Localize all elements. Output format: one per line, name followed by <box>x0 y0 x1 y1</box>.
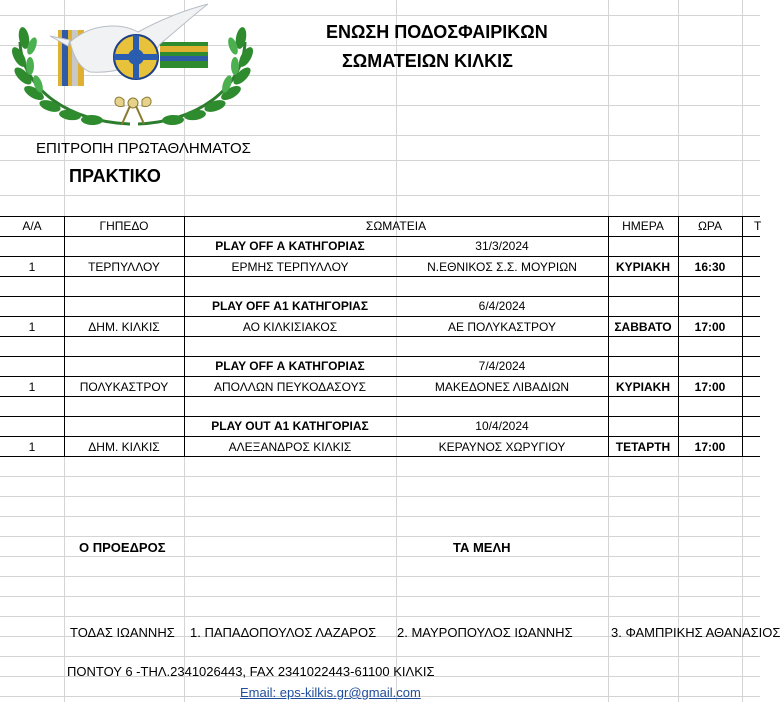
match-stadium: ΔΗΜ. ΚΙΛΚΙΣ <box>88 440 160 454</box>
contact-address: ΠΟΝΤΟΥ 6 -ΤΗΛ.2341026443, FAX 2341022443-61100 ΚΙΛΚΙΣ <box>67 664 435 679</box>
match-day: ΣΑΒΒΑΤΟ <box>614 320 672 334</box>
table-row-border <box>0 316 760 317</box>
grid-row-line <box>0 596 760 597</box>
table-column-border <box>678 216 679 456</box>
grid-row-line <box>0 576 760 577</box>
match-home-team: ΑΛΕΞΑΝΔΡΟΣ ΚΙΛΚΙΣ <box>228 440 352 454</box>
match-stadium: ΠΟΛΥΚΑΣΤΡΟΥ <box>79 380 169 394</box>
federation-logo <box>10 2 255 130</box>
match-home-team: ΑΠΟΛΛΩΝ ΠΕΥΚΟΔΑΣΟΥΣ <box>214 380 366 394</box>
match-time: 17:00 <box>694 440 726 454</box>
grid-row-line <box>0 556 760 557</box>
match-away-team: ΚΕΡΑΥΝΟΣ ΧΩΡΥΓΙΟΥ <box>438 440 566 454</box>
category-label: PLAY OFF Α ΚΑΤΗΓΟΡΙΑΣ <box>215 359 365 373</box>
category-date: 6/4/2024 <box>478 299 526 313</box>
member-name-2: 2. ΜΑΥΡΟΠΟΥΛΟΣ ΙΩΑΝΝΗΣ <box>397 625 573 640</box>
match-time: 16:30 <box>694 260 726 274</box>
grid-row-line <box>0 536 760 537</box>
column-header-stadium: ΓΗΠΕΔΟ <box>99 219 149 233</box>
members-label: ΤΑ ΜΕΛΗ <box>453 540 511 555</box>
category-date: 10/4/2024 <box>475 419 529 433</box>
grid-row-line <box>0 656 760 657</box>
member-name-3: 3. ΦΑΜΠΡΙΚΗΣ ΑΘΑΝΑΣΙΟΣ <box>611 625 780 640</box>
email-link[interactable]: Email: eps-kilkis.gr@gmail.com <box>240 685 421 700</box>
match-aa: 1 <box>28 440 36 454</box>
column-header-time: ΩΡΑ <box>697 219 723 233</box>
match-day: ΚΥΡΙΑΚΗ <box>615 260 670 274</box>
match-aa: 1 <box>28 380 36 394</box>
table-column-border <box>742 216 743 456</box>
table-row-border <box>0 296 760 297</box>
match-time: 17:00 <box>694 380 726 394</box>
column-header-teams: ΣΩΜΑΤΕΙΑ <box>365 219 427 233</box>
grid-row-line <box>0 496 760 497</box>
category-label: PLAY OFF Α ΚΑΤΗΓΟΡΙΑΣ <box>215 239 365 253</box>
match-away-team: ΜΑΚΕΔΟΝΕΣ ΛΙΒΑΔΙΩΝ <box>434 380 570 394</box>
grid-row-line <box>0 476 760 477</box>
table-row-border <box>0 356 760 357</box>
table-row-border <box>0 236 760 237</box>
document-title: ΠΡΑΚΤΙΚΟ <box>69 166 161 186</box>
table-row-border <box>0 276 760 277</box>
grid-row-line <box>0 195 760 196</box>
column-header-day: ΗΜΕΡΑ <box>622 219 664 233</box>
column-header-extra: Τ <box>754 219 762 233</box>
match-stadium: ΔΗΜ. ΚΙΛΚΙΣ <box>88 320 160 334</box>
match-away-team: ΑΕ ΠΟΛΥΚΑΣΤΡΟΥ <box>448 320 556 334</box>
member-name-1: 1. ΠΑΠΑΔΟΠΟΥΛΟΣ ΛΑΖΑΡΟΣ <box>190 625 377 640</box>
grid-row-line <box>0 616 760 617</box>
grid-row-line <box>0 160 760 161</box>
match-aa: 1 <box>28 260 36 274</box>
org-title-line2: ΣΩΜΑΤΕΙΩΝ ΚΙΛΚΙΣ <box>342 51 513 71</box>
football-icon <box>114 35 158 79</box>
category-label: PLAY OFF Α1 ΚΑΤΗΓΟΡΙΑΣ <box>211 299 369 313</box>
category-label: PLAY OUT Α1 ΚΑΤΗΓΟΡΙΑΣ <box>211 419 369 433</box>
org-title-line1: ΕΝΩΣΗ ΠΟΔΟΣΦΑΙΡΙΚΩΝ <box>326 22 548 42</box>
table-row-border <box>0 416 760 417</box>
grid-row-line <box>0 516 760 517</box>
table-row-border <box>0 396 760 397</box>
president-name: ΤΟΔΑΣ ΙΩΑΝΝΗΣ <box>70 625 175 640</box>
category-date: 31/3/2024 <box>475 239 529 253</box>
match-stadium: ΤΕΡΠΥΛΛΟΥ <box>88 260 160 274</box>
table-row-border <box>0 456 760 457</box>
table-row-border <box>0 436 760 437</box>
match-day: ΚΥΡΙΑΚΗ <box>615 380 670 394</box>
table-row-border <box>0 216 760 217</box>
president-label: Ο ΠΡΟΕΔΡΟΣ <box>79 540 166 555</box>
match-home-team: ΑΟ ΚΙΛΚΙΣΙΑΚΟΣ <box>242 320 338 334</box>
table-row-border <box>0 256 760 257</box>
match-day: ΤΕΤΑΡΤΗ <box>615 440 671 454</box>
column-header-aa: Α/Α <box>22 219 42 233</box>
ribbon-bow-icon <box>115 97 151 124</box>
category-date: 7/4/2024 <box>478 359 526 373</box>
match-home-team: ΕΡΜΗΣ ΤΕΡΠΥΛΛΟΥ <box>231 260 349 274</box>
table-column-border <box>608 216 609 456</box>
table-column-border <box>64 216 65 456</box>
match-time: 17:00 <box>694 320 726 334</box>
table-row-border <box>0 376 760 377</box>
match-aa: 1 <box>28 320 36 334</box>
grid-row-line <box>0 135 760 136</box>
grid-column-line <box>396 0 397 702</box>
match-away-team: Ν.ΕΘΝΙΚΟΣ Σ.Σ. ΜΟΥΡΙΩΝ <box>427 260 577 274</box>
committee-label: ΕΠΙΤΡΟΠΗ ΠΡΩΤΑΘΛΗΜΑΤΟΣ <box>36 140 251 157</box>
table-row-border <box>0 336 760 337</box>
